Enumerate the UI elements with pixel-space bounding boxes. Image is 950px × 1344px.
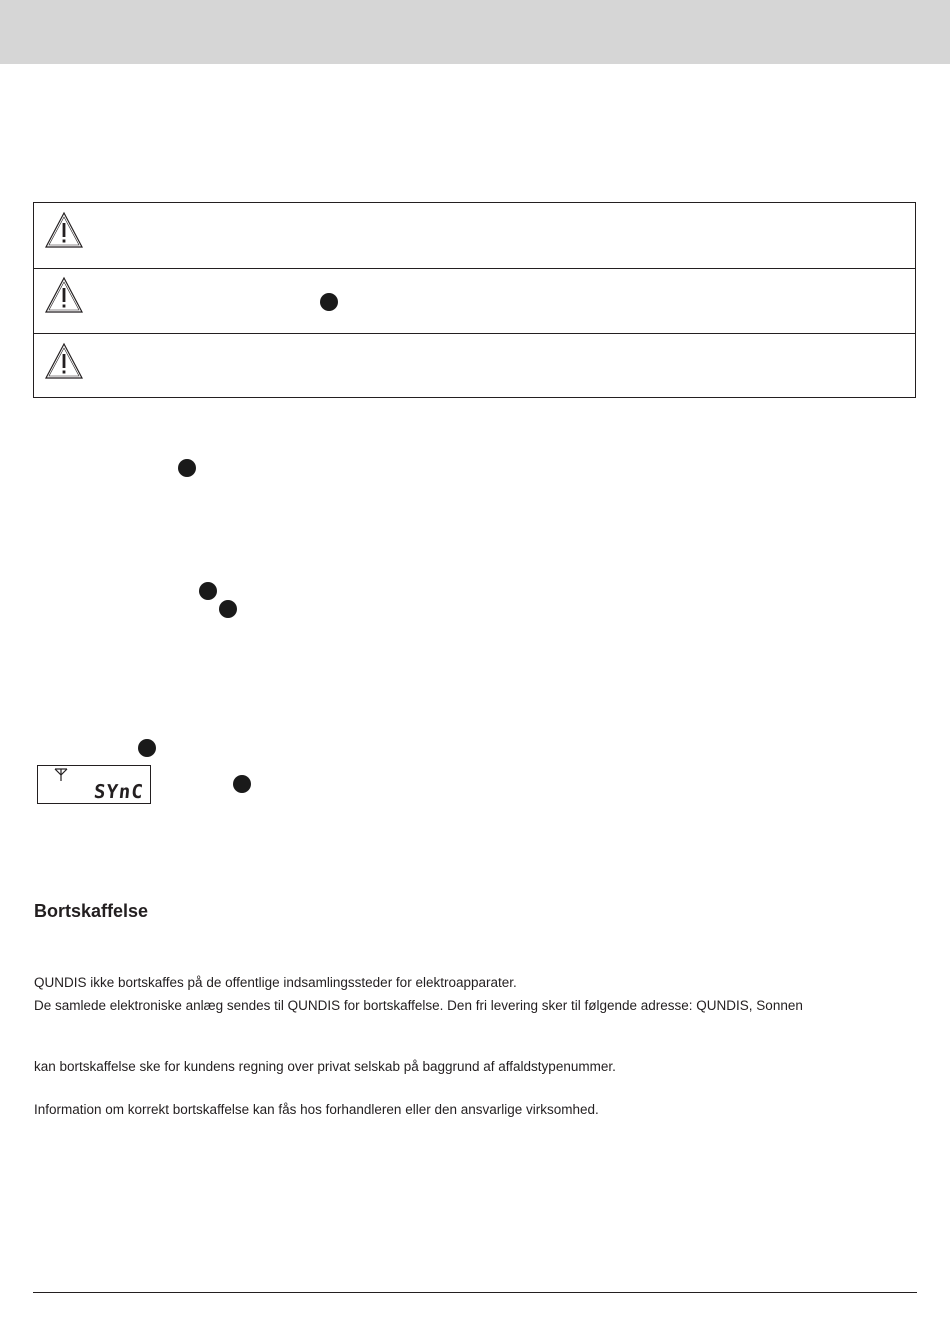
paragraph: De samlede elektroniske anlæg sendes til QUNDIS for bortskaffelse. Den fri levering sker til følgende adresse: QUNDIS, Sonnen <box>34 998 803 1013</box>
warning-row <box>34 334 915 399</box>
warning-triangle-icon <box>44 211 84 249</box>
paragraph: Information om korrekt bortskaffelse kan fås hos forhandleren eller den ansvarlige virksomhed. <box>34 1102 599 1117</box>
lcd-display <box>37 765 151 804</box>
warning-row <box>34 203 915 269</box>
callout-bullet-icon <box>219 600 237 618</box>
callout-bullet-icon <box>233 775 251 793</box>
callout-bullet-icon <box>138 739 156 757</box>
antenna-icon <box>54 768 68 782</box>
section-heading: Bortskaffelse <box>34 901 149 921</box>
callout-bullet-icon <box>199 582 217 600</box>
footer-divider <box>33 1292 917 1293</box>
paragraph: kan bortskaffelse ske for kundens regning over privat selskab på baggrund af affaldstypenummer. <box>34 1059 616 1074</box>
lcd-sync-text: SYnC <box>93 781 146 803</box>
warning-triangle-icon <box>44 276 84 314</box>
callout-bullet-icon <box>178 459 196 477</box>
callout-bullet-icon <box>320 293 338 311</box>
paragraph: QUNDIS ikke bortskaffes på de offentlige indsamlingssteder for elektroapparater. <box>34 975 517 990</box>
warning-table <box>33 202 916 398</box>
warning-triangle-icon <box>44 342 84 380</box>
warning-row <box>34 268 915 334</box>
header-band <box>0 0 950 64</box>
